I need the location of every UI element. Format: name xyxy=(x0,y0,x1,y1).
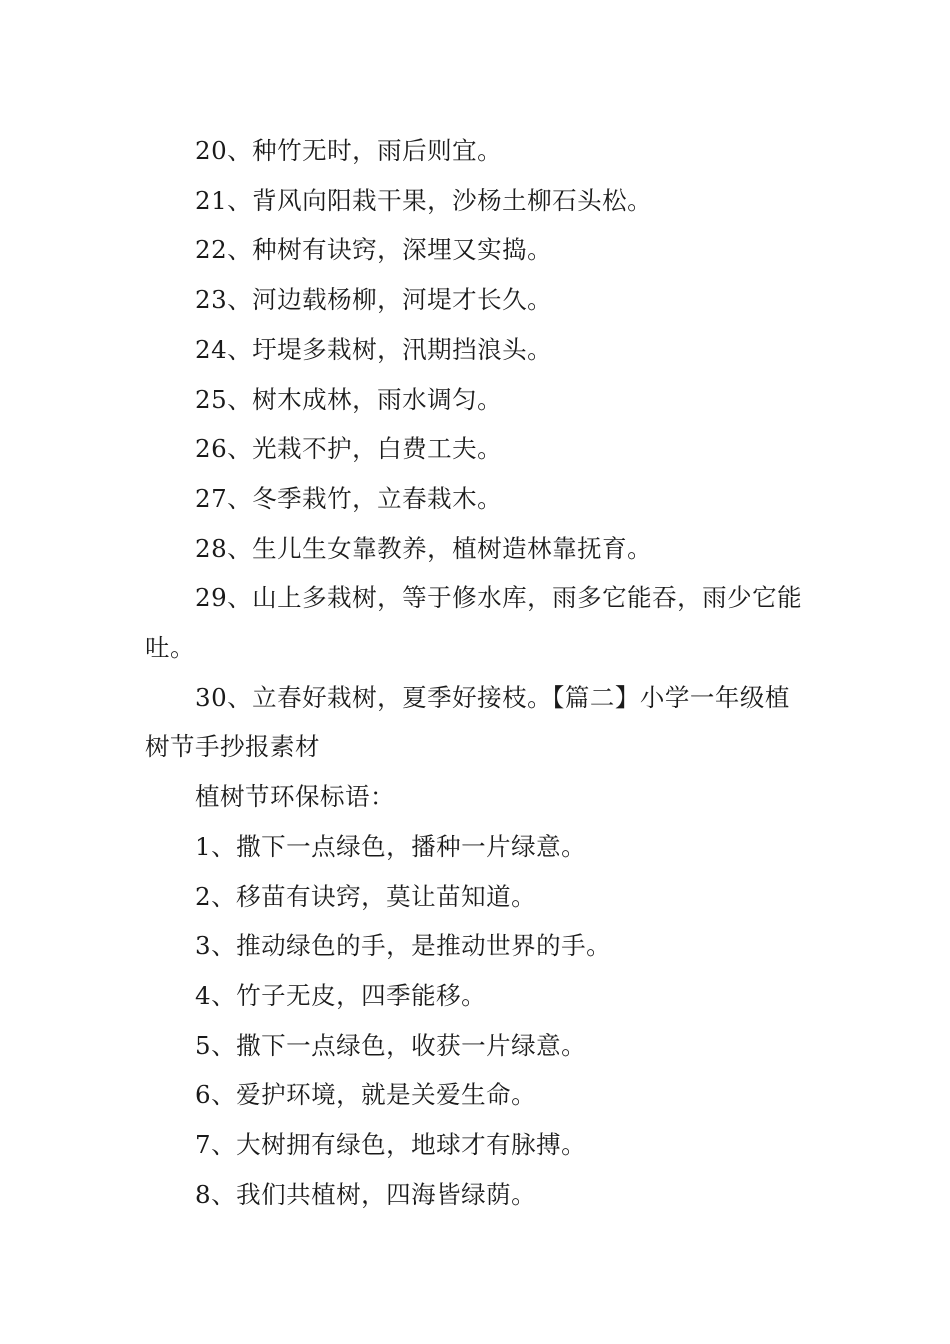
paragraph-proverb-21: 21、背风向阳栽干果，沙杨土柳石头松。 xyxy=(195,185,653,215)
paragraph-slogan-1: 1、撒下一点绿色，播种一片绿意。 xyxy=(195,831,587,861)
paragraph-proverb-27: 27、冬季栽竹，立春栽木。 xyxy=(195,483,503,513)
paragraph-proverb-26: 26、光栽不护，白费工夫。 xyxy=(195,434,503,464)
document-body xyxy=(145,126,810,1219)
paragraph-slogan-2: 2、移苗有诀窍，莫让苗知道。 xyxy=(195,881,537,911)
paragraph-proverb-29: 29、山上多栽树，等于修水库，雨多它能吞，雨少它能吐。 xyxy=(145,583,803,663)
paragraph-proverb-23: 23、河边载杨柳，河堤才长久。 xyxy=(195,285,553,315)
paragraph-proverb-25: 25、树木成林，雨水调匀。 xyxy=(195,384,503,414)
paragraph-proverb-24: 24、圩堤多栽树，汛期挡浪头。 xyxy=(195,334,553,364)
paragraph-slogan-5: 5、撒下一点绿色，收获一片绿意。 xyxy=(195,1030,587,1060)
paragraph-proverb-22: 22、种树有诀窍，深埋又实捣。 xyxy=(195,235,553,265)
paragraph-proverb-20: 20、种竹无时，雨后则宜。 xyxy=(195,136,503,165)
paragraph-slogan-3: 3、推动绿色的手，是推动世界的手。 xyxy=(195,931,612,961)
paragraph-slogan-6: 6、爱护环境，就是关爱生命。 xyxy=(195,1080,537,1110)
paragraph-proverb-30: 30、立春好栽树，夏季好接枝。【篇二】小学一年级植树节手抄报素材 xyxy=(145,682,790,762)
section-heading-slogans: 植树节环保标语： xyxy=(195,782,395,812)
paragraph-slogan-7: 7、大树拥有绿色，地球才有脉搏。 xyxy=(195,1130,587,1160)
paragraph-slogan-8: 8、我们共植树，四海皆绿荫。 xyxy=(195,1179,537,1209)
paragraph-slogan-4: 4、竹子无皮，四季能移。 xyxy=(195,980,487,1010)
paragraph-proverb-28: 28、生儿生女靠教养，植树造林靠抚育。 xyxy=(195,533,653,563)
